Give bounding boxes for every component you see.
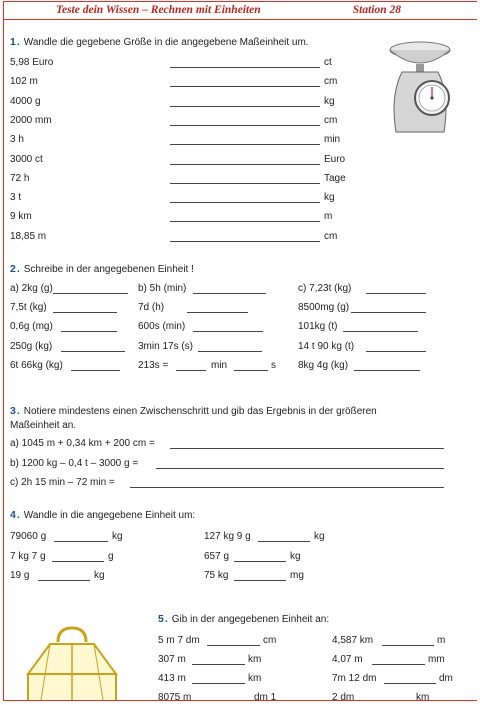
s5-right-given: 2 dm bbox=[332, 692, 355, 701]
section-1-heading bbox=[10, 36, 309, 49]
s1-target-unit: Euro bbox=[324, 153, 346, 165]
s4-left-given: 19 g bbox=[10, 570, 30, 581]
section-1-number: 1. bbox=[10, 36, 21, 48]
s2-answer-blank[interactable] bbox=[343, 331, 418, 332]
s2-answer-blank[interactable] bbox=[71, 370, 120, 371]
s2-task-prompt: 0,6g (mg) bbox=[10, 321, 53, 333]
s1-target-unit: cm bbox=[324, 76, 338, 88]
s1-given-value: 4000 g bbox=[10, 95, 41, 107]
s2-task-prompt: 600s (min) bbox=[138, 321, 186, 333]
s2-answer-blank[interactable] bbox=[366, 293, 426, 294]
worksheet-title: Teste dein Wissen – Rechnen mit Einheiten bbox=[56, 4, 261, 16]
s3-calculation-prompt: a) 1045 m + 0,34 km + 200 cm = bbox=[10, 438, 155, 449]
s2-answer-blank[interactable] bbox=[354, 370, 420, 371]
s3-answer-blank[interactable] bbox=[156, 468, 444, 469]
s1-target-unit: m bbox=[324, 211, 333, 223]
s1-target-unit: ct bbox=[324, 57, 332, 68]
s1-given-value: 2000 mm bbox=[10, 114, 52, 126]
s2-seconds-blank[interactable] bbox=[234, 370, 268, 371]
s2-answer-blank[interactable] bbox=[198, 351, 262, 352]
section-1-instruction: Wandle die gegebene Größe in die angegebene Maßeinheit um. bbox=[23, 37, 309, 48]
s2-answer-blank[interactable] bbox=[193, 331, 263, 332]
s5-right-given: 4,587 km bbox=[332, 635, 374, 646]
section-3-instruction-line-1: Notiere mindestens einen Zwischenschritt und gib das Ergebnis in der größeren bbox=[23, 406, 377, 417]
s4-left-answer-blank[interactable] bbox=[38, 580, 90, 581]
section-4-number: 4. bbox=[10, 509, 21, 521]
s3-answer-blank[interactable] bbox=[170, 448, 444, 449]
s1-answer-blank[interactable] bbox=[170, 164, 320, 165]
s5-left-unit: cm bbox=[263, 635, 277, 646]
s5-left-answer-blank[interactable] bbox=[192, 683, 245, 684]
s1-answer-blank[interactable] bbox=[170, 125, 320, 126]
s2-task-prompt: 213s = bbox=[138, 359, 169, 371]
s5-left-given: 8075 m bbox=[158, 692, 192, 701]
s1-answer-blank[interactable] bbox=[170, 183, 320, 184]
section-3-number: 3. bbox=[10, 405, 21, 417]
s3-answer-blank[interactable] bbox=[130, 487, 444, 488]
s1-answer-blank[interactable] bbox=[170, 202, 320, 203]
s1-given-value: 18,85 m bbox=[10, 230, 47, 242]
s2-answer-blank[interactable] bbox=[366, 351, 426, 352]
s4-left-unit: g bbox=[108, 550, 114, 562]
s2-answer-blank[interactable] bbox=[61, 351, 125, 352]
worksheet-page bbox=[3, 1, 477, 701]
s1-given-value: 102 m bbox=[10, 76, 38, 88]
s4-right-answer-blank[interactable] bbox=[258, 541, 310, 542]
s5-left-unit: km bbox=[248, 673, 262, 684]
s2-answer-blank[interactable] bbox=[187, 312, 248, 313]
s1-answer-blank[interactable] bbox=[170, 144, 320, 145]
s2-answer-blank[interactable] bbox=[61, 331, 117, 332]
s1-answer-blank[interactable] bbox=[170, 67, 320, 68]
s2-answer-blank[interactable] bbox=[351, 312, 426, 313]
s4-right-unit: mg bbox=[290, 570, 304, 581]
s4-left-unit: kg bbox=[94, 570, 105, 581]
s2-task-prompt: b) 5h (min) bbox=[138, 283, 187, 294]
section-3-heading bbox=[10, 405, 377, 418]
s4-right-answer-blank[interactable] bbox=[234, 580, 286, 581]
s1-target-unit: kg bbox=[324, 192, 335, 204]
s2-task-prompt: 8500mg (g) bbox=[298, 302, 350, 314]
s2-s-unit: s bbox=[271, 359, 276, 371]
s2-task-prompt: a) 2kg (g) bbox=[10, 283, 53, 294]
s2-task-prompt: 101kg (t) bbox=[298, 321, 338, 333]
s4-left-given: 79060 g bbox=[10, 531, 47, 542]
s2-answer-blank[interactable] bbox=[53, 312, 117, 313]
s2-task-prompt: 3min 17s (s) bbox=[138, 340, 194, 352]
s5-right-given: 4,07 m bbox=[332, 654, 363, 665]
s2-minutes-blank[interactable] bbox=[176, 370, 206, 371]
s4-right-unit: kg bbox=[290, 550, 301, 562]
section-2-heading bbox=[10, 263, 194, 276]
s1-answer-blank[interactable] bbox=[170, 106, 320, 107]
section-5-heading bbox=[158, 613, 329, 626]
s5-left-answer-blank[interactable] bbox=[192, 664, 245, 665]
s2-task-prompt: 6t 66kg (kg) bbox=[10, 359, 63, 371]
s2-task-prompt: c) 7,23t (kg) bbox=[298, 283, 352, 294]
section-2-number: 2. bbox=[10, 263, 21, 275]
s1-given-value: 5,98 Euro bbox=[10, 57, 54, 68]
s2-answer-blank[interactable] bbox=[53, 293, 128, 294]
s1-target-unit: min bbox=[324, 134, 341, 146]
s2-task-prompt: 7d (h) bbox=[138, 302, 165, 314]
s2-min-unit: min bbox=[211, 359, 228, 371]
s4-right-given: 75 kg bbox=[204, 570, 229, 581]
s2-task-prompt: 14 t 90 kg (t) bbox=[298, 340, 355, 352]
weight-icon bbox=[20, 622, 130, 701]
section-3-instruction-line-2: Maßeinheit an. bbox=[10, 420, 77, 431]
s2-answer-blank[interactable] bbox=[193, 293, 266, 294]
s5-right-unit: m bbox=[437, 635, 446, 646]
s4-left-given: 7 kg 7 g bbox=[10, 550, 46, 562]
worksheet-header bbox=[4, 2, 477, 20]
section-5-number: 5. bbox=[158, 613, 169, 625]
s1-answer-blank[interactable] bbox=[170, 241, 320, 242]
s3-calculation-prompt: c) 2h 15 min – 72 min = bbox=[10, 477, 115, 488]
s5-right-unit: mm bbox=[428, 654, 445, 665]
s4-left-unit: kg bbox=[112, 531, 123, 542]
s1-target-unit: cm bbox=[324, 114, 338, 126]
s1-given-value: 72 h bbox=[10, 172, 30, 184]
s2-task-prompt: 7,5t (kg) bbox=[10, 302, 47, 314]
section-2-instruction: Schreibe in der angegebenen Einheit ! bbox=[23, 264, 194, 275]
header-rule bbox=[4, 19, 477, 20]
s1-target-unit: kg bbox=[324, 95, 335, 107]
s5-left-given: 307 m bbox=[158, 654, 186, 665]
section-4-instruction: Wandle in die angegebene Einheit um: bbox=[23, 510, 196, 521]
station-label: Station 28 bbox=[352, 4, 401, 16]
s5-right-unit: dm bbox=[439, 673, 453, 684]
s4-right-given: 657 g bbox=[204, 550, 230, 562]
s5-left-given: 413 m bbox=[158, 673, 186, 684]
s1-target-unit: cm bbox=[324, 230, 338, 242]
kitchen-scale-icon bbox=[380, 36, 462, 136]
s5-right-given: 7m 12 dm bbox=[332, 673, 377, 684]
s4-left-answer-blank[interactable] bbox=[52, 561, 104, 562]
s4-right-answer-blank[interactable] bbox=[234, 561, 286, 562]
s5-left-unit: dm 1 bbox=[254, 692, 277, 701]
s1-given-value: 9 km bbox=[10, 211, 32, 223]
s5-left-answer-blank[interactable] bbox=[207, 645, 260, 646]
s1-answer-blank[interactable] bbox=[170, 86, 320, 87]
s5-left-unit: km bbox=[248, 654, 262, 665]
s1-answer-blank[interactable] bbox=[170, 221, 320, 222]
s3-calculation-prompt: b) 1200 kg – 0,4 t – 3000 g = bbox=[10, 457, 139, 469]
s1-given-value: 3 h bbox=[10, 134, 24, 146]
s2-task-prompt: 8kg 4g (kg) bbox=[298, 359, 349, 371]
s4-right-unit: kg bbox=[314, 531, 325, 542]
s4-right-given: 127 kg 9 g bbox=[204, 531, 251, 542]
s2-task-prompt: 250g (kg) bbox=[10, 340, 53, 352]
s1-given-value: 3 t bbox=[10, 192, 22, 204]
s1-given-value: 3000 ct bbox=[10, 153, 43, 165]
s5-right-answer-blank[interactable] bbox=[384, 683, 436, 684]
s5-right-answer-blank[interactable] bbox=[372, 664, 425, 665]
s4-left-answer-blank[interactable] bbox=[54, 541, 108, 542]
s5-left-given: 5 m 7 dm bbox=[158, 635, 200, 646]
section-4-heading bbox=[10, 509, 195, 522]
section-5-instruction: Gib in der angegebenen Einheit an: bbox=[171, 614, 330, 625]
s5-right-unit: km bbox=[416, 692, 430, 701]
s1-target-unit: Tage bbox=[324, 172, 346, 184]
s5-right-answer-blank[interactable] bbox=[382, 645, 434, 646]
